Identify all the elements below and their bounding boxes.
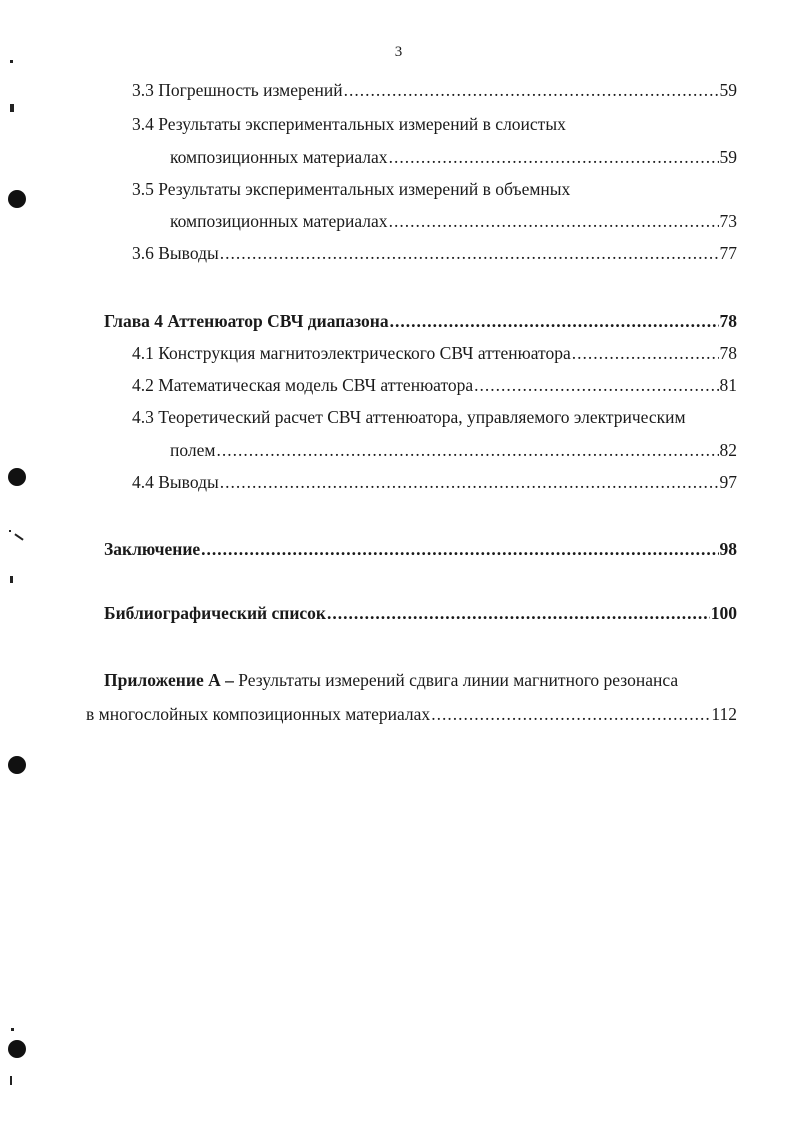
punch-hole [8, 756, 26, 774]
toc-title: 3.6 Выводы [132, 243, 219, 263]
leader-dots [389, 210, 719, 232]
punch-hole [8, 468, 26, 486]
scan-speck [14, 533, 23, 540]
toc-entry-3-3 [132, 79, 737, 101]
toc-page: 97 [719, 472, 737, 492]
toc-page: 59 [719, 80, 737, 100]
toc-page: 77 [719, 243, 737, 263]
leader-dots [201, 538, 718, 560]
toc-title: 4.1 Конструкция магнитоэлектрического СВЧ аттенюатора [132, 343, 571, 363]
toc-entry-3-4 [170, 146, 737, 168]
toc-page: 82 [719, 440, 737, 460]
toc-page: 81 [719, 375, 737, 395]
scan-speck [10, 576, 13, 583]
toc-title: композиционных материалах [170, 147, 388, 167]
toc-bibliography [104, 602, 737, 624]
toc-page: 78 [719, 343, 737, 363]
scan-speck [10, 1076, 12, 1085]
toc-entry-3-5 [170, 210, 737, 232]
scan-speck [10, 60, 13, 63]
toc-entry-4-1 [132, 342, 737, 364]
toc-title: 4.2 Математическая модель СВЧ аттенюатора [132, 375, 474, 395]
scan-speck [11, 1028, 14, 1031]
toc-page: 73 [719, 211, 737, 231]
toc-conclusion [104, 538, 737, 560]
leader-dots [474, 374, 718, 396]
toc-appendix-a-line1 [104, 669, 678, 691]
toc-title: композиционных материалах [170, 211, 388, 231]
toc-title: Библиографический список [104, 603, 327, 623]
punch-hole [8, 1040, 26, 1058]
toc-entry-4-4 [132, 471, 737, 493]
leader-dots [431, 703, 710, 725]
toc-page: 98 [719, 539, 737, 559]
leader-dots [572, 342, 719, 364]
toc-entry-4-2 [132, 374, 737, 396]
leader-dots [220, 471, 719, 493]
scan-speck [9, 530, 11, 532]
toc-entry-3-5-line1: 3.5 Результаты экспериментальных измерений в объемных [132, 179, 571, 199]
appendix-title: Результаты измерений сдвига линии магнитного резонанса [238, 670, 679, 690]
leader-dots [327, 602, 710, 624]
toc-title: 4.4 Выводы [132, 472, 219, 492]
toc-page: 112 [711, 704, 737, 724]
leader-dots [216, 439, 718, 461]
toc-title: Заключение [104, 539, 201, 559]
toc-page: 59 [719, 147, 737, 167]
toc-entry-4-3 [170, 439, 737, 461]
toc-chapter-4 [104, 310, 737, 332]
toc-title: полем [170, 440, 216, 460]
toc-entry-3-6 [132, 242, 737, 264]
leader-dots [220, 242, 719, 264]
leader-dots [390, 310, 719, 332]
toc-entry-4-3-line1: 4.3 Теоретический расчет СВЧ аттенюатора, управляемого электрическим [132, 407, 686, 427]
appendix-label: Приложение А – [104, 670, 239, 690]
punch-hole [8, 190, 26, 208]
scan-speck [10, 104, 14, 112]
toc-title: 3.3 Погрешность измерений [132, 80, 343, 100]
leader-dots [344, 79, 719, 101]
toc-entry-3-4-line1: 3.4 Результаты экспериментальных измерений в слоистых [132, 114, 566, 134]
toc-page: 78 [719, 311, 737, 331]
page-number: 3 [394, 44, 403, 60]
leader-dots [389, 146, 719, 168]
toc-title: Глава 4 Аттенюатор СВЧ диапазона [104, 311, 389, 331]
toc-appendix-a [86, 703, 737, 725]
toc-page: 100 [710, 603, 737, 623]
toc-title: в многослойных композиционных материалах [86, 704, 431, 724]
